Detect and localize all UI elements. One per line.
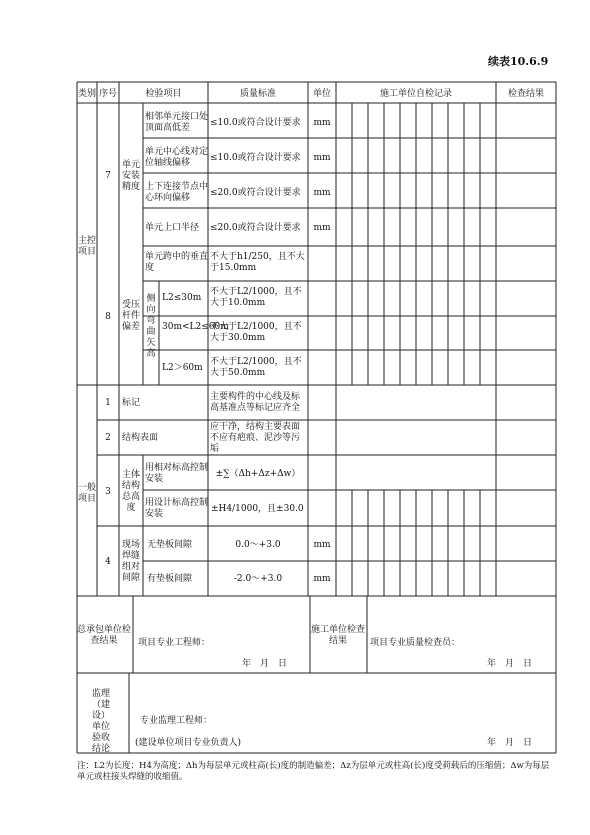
std-adjacent-top-diff: ≤10.0或符合设计要求 <box>210 118 301 128</box>
category-general: 一般项目 <box>77 483 96 504</box>
seq-7: 7 <box>105 171 111 181</box>
category-main-control: 主控项目 <box>77 236 96 257</box>
item-marking: 标记 <box>122 398 141 408</box>
std-node-ring-offset: ≤20.0或符合设计要求 <box>210 188 301 198</box>
unit-r7-4: mm <box>313 223 331 233</box>
unit-g4-2: mm <box>313 574 331 584</box>
group-compression-member: 受压杆件偏差 <box>121 300 140 332</box>
item-upper-radius: 单元上口半径 <box>145 223 200 233</box>
std-no-backing-gap: 0.0～+3.0 <box>235 540 281 550</box>
header-unit: 单位 <box>312 89 331 99</box>
std-marking: 主要构件的中心线及标高基准点等标记应齐全 <box>210 392 301 413</box>
construction-inspector: 项目专业质量检查员： <box>370 638 461 648</box>
item-backing-gap: 有垫板间隙 <box>147 574 193 584</box>
std-surface: 应干净，结构主要表面不应有疤痕、泥沙等污垢 <box>210 422 301 454</box>
std-l2-le-30: 不大于L2/1000，且不大于10.0mm <box>210 287 302 308</box>
seq-g3: 3 <box>105 487 111 497</box>
header-category: 类别 <box>77 89 96 99</box>
table-number: 续表10.6.9 <box>488 55 549 68</box>
label-construction-result: 施工单位检查结果 <box>310 625 365 646</box>
header-record: 施工单位自检记录 <box>379 89 452 99</box>
item-relative-elev: 用相对标高控制安装 <box>145 463 209 484</box>
item-l2-le-30: L2≤30m <box>162 293 202 303</box>
supervisor-owner: (建设单位项目专业负责人) <box>135 738 242 748</box>
construction-date: 年 月 日 <box>487 659 533 669</box>
item-adjacent-top-diff: 相邻单元接口处顶面高低差 <box>145 112 209 133</box>
std-l2-gt-60: 不大于L2/1000，且不大于50.0mm <box>210 357 302 378</box>
seq-g4: 4 <box>105 557 111 567</box>
header-standard: 质量标准 <box>239 89 276 99</box>
contractor-date: 年 月 日 <box>242 659 288 669</box>
std-relative-elev: ±∑（Δh+Δz+Δw） <box>215 469 301 479</box>
std-center-offset: ≤10.0或符合设计要求 <box>210 153 301 163</box>
supervisor-date: 年 月 日 <box>487 738 533 748</box>
group-total-height: 主体结构总高度 <box>121 470 140 513</box>
sub-lateral-bending: 侧向弯曲矢高 <box>146 294 156 359</box>
header-result: 检查结果 <box>507 89 544 99</box>
unit-r7-1: mm <box>313 118 331 128</box>
item-l2-gt-60: L2＞60m <box>162 363 203 373</box>
item-surface: 结构表面 <box>122 433 159 443</box>
std-mid-span-verticality: 不大于h1/250，且不大于15.0mm <box>210 252 305 273</box>
label-supervisor-conclusion: 监理（建设）单位验收结论 <box>91 689 110 754</box>
std-backing-gap: -2.0～+3.0 <box>233 574 283 584</box>
item-node-ring-offset: 上下连接节点中心环向偏移 <box>145 182 209 203</box>
seq-g2: 2 <box>105 433 111 443</box>
unit-r7-2: mm <box>313 153 331 163</box>
item-l2-30-60: 30m<L2≤60m <box>162 322 229 332</box>
header-seq: 序号 <box>98 89 117 99</box>
supervisor-engineer: 专业监理工程师： <box>140 716 213 726</box>
item-center-offset: 单元中心线对定位轴线偏移 <box>145 147 209 168</box>
contractor-engineer: 项目专业工程师： <box>138 638 211 648</box>
std-upper-radius: ≤20.0或符合设计要求 <box>210 223 301 233</box>
unit-g4-1: mm <box>313 540 331 550</box>
seq-8: 8 <box>105 312 111 322</box>
item-no-backing-gap: 无垫板间隙 <box>147 540 193 550</box>
label-contractor-result: 总承包单位检查结果 <box>77 625 132 646</box>
seq-g1: 1 <box>105 398 111 408</box>
group-install-precision: 单元安装精度 <box>121 160 140 192</box>
footnote: 注：L2为长度；H4为高度；Δh为每层单元或柱高(长)度的制造偏差；Δz为层单元或柱高(长)度受荷载后的压缩值；Δw为每层单元或柱接头焊缝的收缩值。 <box>77 761 550 782</box>
item-mid-span-verticality: 单元跨中的垂直度 <box>145 252 209 273</box>
unit-r7-3: mm <box>313 188 331 198</box>
item-design-elev: 用设计标高控制安装 <box>145 498 209 519</box>
std-l2-30-60: 不大于L2/1000，且不大于30.0mm <box>210 322 302 343</box>
header-item: 检验项目 <box>145 89 182 99</box>
group-weld-gap: 现场焊缝组对间隙 <box>121 540 140 583</box>
std-design-elev: ±H4/1000，且±30.0 <box>211 504 304 514</box>
